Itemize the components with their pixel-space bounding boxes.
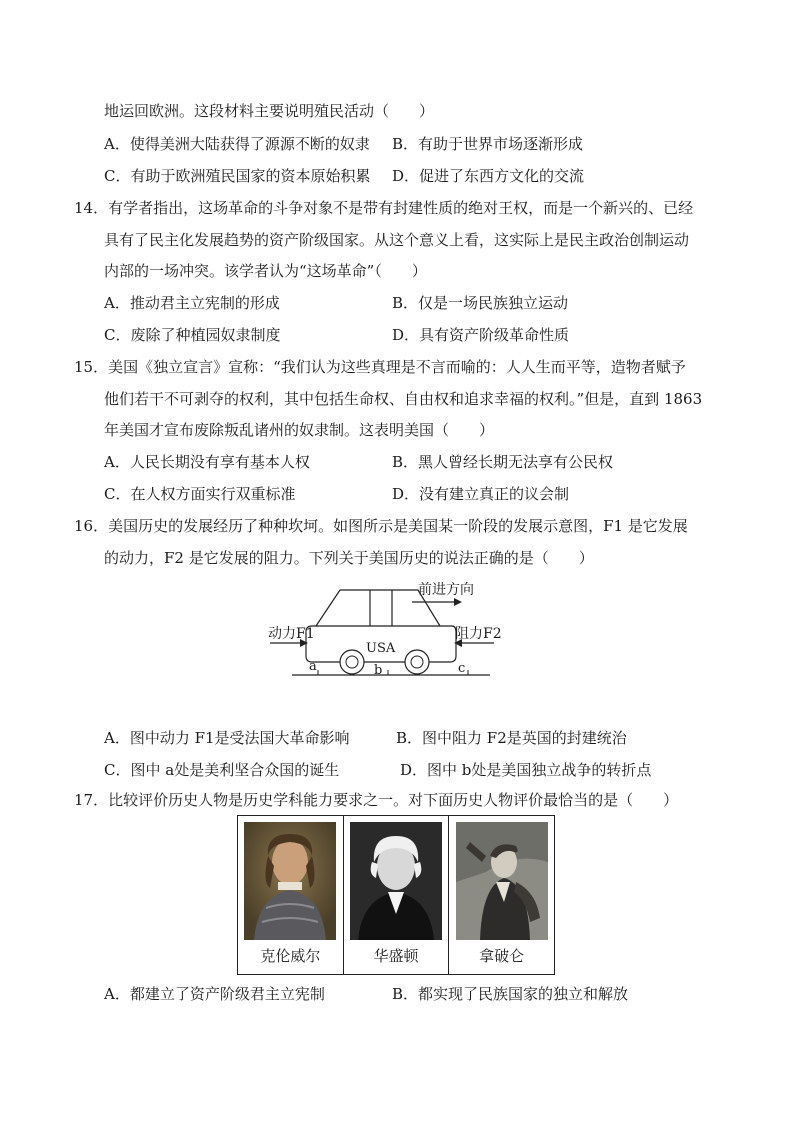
usa-car-diagram	[262, 574, 512, 684]
point-b-label: b	[374, 663, 383, 678]
q13-option-a: A．使得美洲大陆获得了源源不断的奴隶	[104, 135, 370, 153]
force1-label: 动力F1	[268, 626, 315, 642]
direction-arrowhead	[454, 598, 462, 606]
q15-option-d: D．没有建立真正的议会制	[392, 485, 570, 503]
force2-label: 阻力F2	[455, 626, 502, 642]
car-hub-left	[346, 656, 358, 668]
cromwell-portrait	[244, 822, 336, 940]
portrait-name-napoleon: 拿破仑	[479, 947, 525, 965]
car-hub-right	[411, 656, 423, 668]
point-c-label: c	[458, 661, 466, 676]
q15-stem-line2: 他们若干不可剥夺的权利，其中包括生命权、自由权和追求幸福的权利。”但是，直到 1863	[104, 390, 703, 408]
q13-stem-tail: 地运回欧洲。这段材料主要说明殖民活动（ ）	[104, 102, 435, 120]
q15-stem-line3: 年美国才宣布废除叛乱诸州的奴隶制。这表明美国（ ）	[104, 421, 495, 439]
point-a-label: a	[309, 659, 317, 674]
q15-option-b: B．黑人曾经长期无法享有公民权	[392, 453, 614, 471]
direction-label: 前进方向	[418, 582, 474, 598]
q14-option-a: A．推动君主立宪制的形成	[104, 294, 280, 312]
car-usa-label: USA	[366, 641, 396, 656]
q16-stem-line1: 16．美国历史的发展经历了种种坎坷。如图所示是美国某一阶段的发展示意图，F1 是它发展	[74, 517, 688, 535]
q14-option-c: C．废除了种植园奴隶制度	[104, 326, 281, 344]
portrait-table	[237, 815, 555, 975]
q16-option-d: D．图中 b处是美国独立战争的转折点	[400, 761, 652, 779]
q13-option-b: B．有助于世界市场逐渐形成	[392, 135, 584, 153]
q13-option-d: D．促进了东西方文化的交流	[392, 167, 585, 185]
q13-option-c: C．有助于欧洲殖民国家的资本原始积累	[104, 167, 371, 185]
q15-option-c: C．在人权方面实行双重标准	[104, 485, 296, 503]
q15-stem-line1: 15．美国《独立宣言》宣称：“我们认为这些真理是不言而喻的：人人生而平等，造物者赋予	[74, 358, 686, 376]
portrait-cell-washington	[344, 816, 450, 974]
q17-option-b: B．都实现了民族国家的独立和解放	[392, 985, 629, 1003]
portrait-name-washington: 华盛顿	[373, 947, 419, 965]
portrait-name-cromwell: 克伦威尔	[260, 947, 321, 965]
portrait-cell-napoleon	[449, 816, 554, 974]
q17-stem-line1: 17．比较评价历史人物是历史学科能力要求之一。对下面历史人物评价最恰当的是（ ）	[74, 791, 679, 809]
q15-option-a: A．人民长期没有享有基本人权	[104, 453, 310, 471]
q14-stem-line3: 内部的一场冲突。该学者认为“这场革命”（ ）	[104, 262, 427, 280]
q16-option-a: A．图中动力 F1是受法国大革命影响	[104, 729, 350, 747]
portrait-cell-cromwell	[238, 816, 344, 974]
q16-option-c: C．图中 a处是美利坚合众国的诞生	[104, 761, 340, 779]
washington-portrait	[350, 822, 442, 940]
napoleon-portrait	[456, 822, 548, 940]
q16-option-b: B．图中阻力 F2是英国的封建统治	[396, 729, 627, 747]
q17-option-a: A．都建立了资产阶级君主立宪制	[104, 985, 325, 1003]
q14-option-b: B．仅是一场民族独立运动	[392, 294, 569, 312]
q14-stem-line1: 14．有学者指出，这场革命的斗争对象不是带有封建性质的绝对王权，而是一个新兴的、已经	[74, 199, 694, 217]
q14-stem-line2: 具有了民主化发展趋势的资产阶级国家。从这个意义上看，这实际上是民主政治创制运动	[104, 231, 690, 249]
q16-stem-line2: 的动力，F2 是它发展的阻力。下列关于美国历史的说法正确的是（ ）	[104, 549, 594, 567]
q14-option-d: D．具有资产阶级革命性质	[392, 326, 570, 344]
